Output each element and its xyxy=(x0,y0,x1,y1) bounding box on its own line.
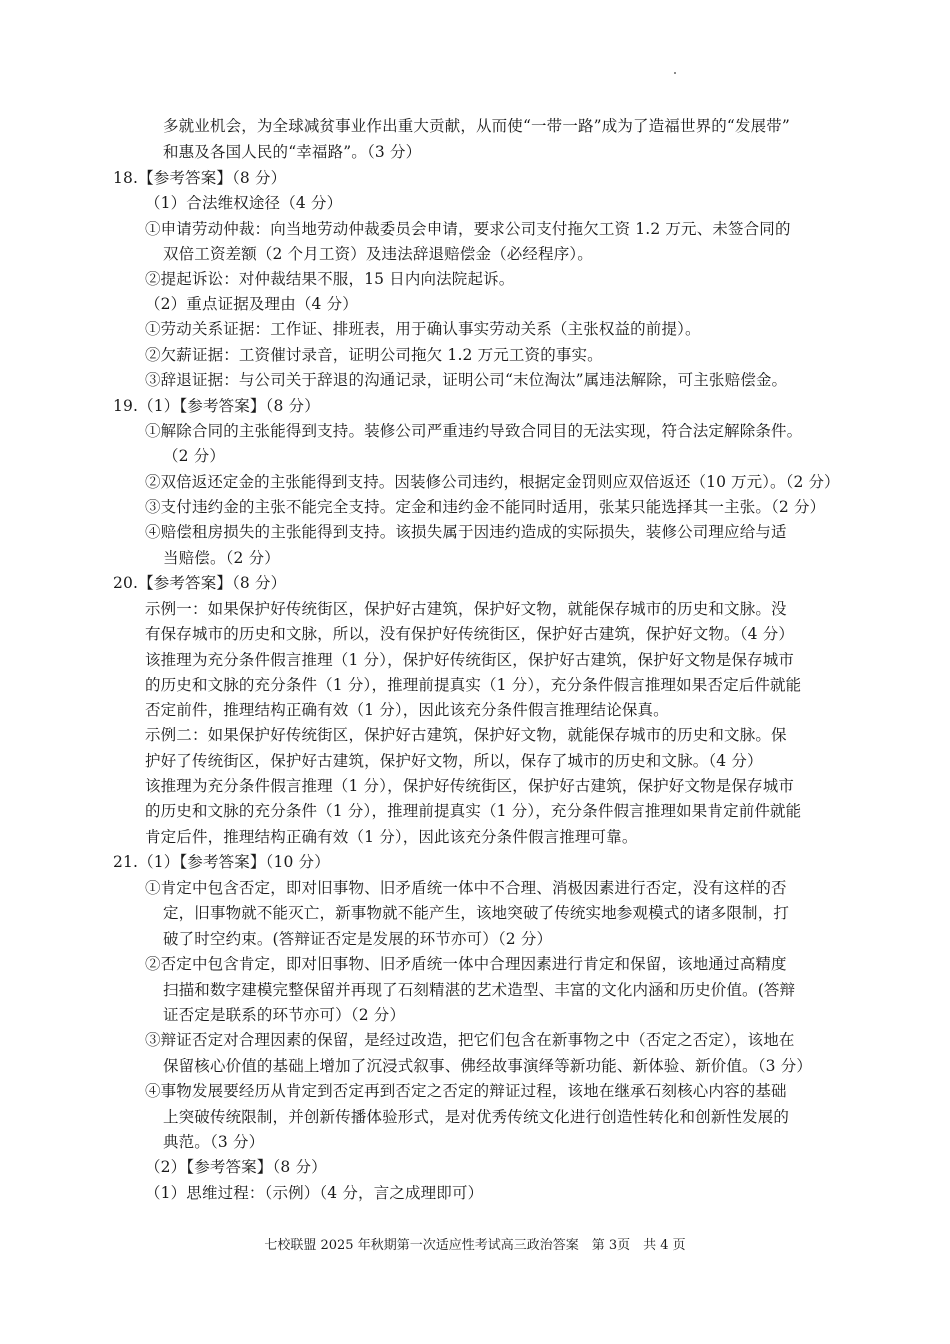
text-line: ②否定中包含肯定，即对旧事物、旧矛盾统一体中合理因素进行肯定和保留，该地通过高精度 xyxy=(145,955,787,973)
scan-dot xyxy=(674,72,676,74)
text-line: 典范。（3 分） xyxy=(163,1133,265,1151)
text-line: ④赔偿租房损失的主张能得到支持。该损失属于因违约造成的实际损失，装修公司理应给与适 xyxy=(145,523,787,541)
question-heading: 20.【参考答案】（8 分） xyxy=(113,574,287,592)
page-footer: 七校联盟 2025 年秋期第一次适应性考试高三政治答案 第 3页 共 4 页 xyxy=(264,1238,686,1253)
text-line: 肯定后件，推理结构正确有效（1 分），因此该充分条件假言推理可靠。 xyxy=(145,828,638,846)
text-line: 该推理为充分条件假言推理（1 分），保护好传统街区，保护好古建筑，保护好文物是保存城市 xyxy=(145,651,794,669)
text-line: ①解除合同的主张能得到支持。装修公司严重违约导致合同目的无法实现，符合法定解除条件。 xyxy=(145,422,803,440)
text-line: 上突破传统限制，并创新传播体验形式，是对优秀传统文化进行创造性转化和创新性发展的 xyxy=(163,1108,790,1126)
question-heading: 19.（1）【参考答案】（8 分） xyxy=(113,397,320,415)
text-line: 和惠及各国人民的“幸福路”。（3 分） xyxy=(163,143,422,161)
text-line: 否定前件，推理结构正确有效（1 分），因此该充分条件假言推理结论保真。 xyxy=(145,701,669,719)
text-line: 当赔偿。（2 分） xyxy=(163,549,280,567)
text-line: 护好了传统街区，保护好古建筑，保护好文物，所以，保存了城市的历史和文脉。（4 分） xyxy=(145,752,763,770)
text-line: 扫描和数字建模完整保留并再现了石刻精湛的艺术造型、丰富的文化内涵和历史价值。(答辩 xyxy=(163,981,796,999)
text-line: ②双倍返还定金的主张能得到支持。因装修公司违约，根据定金罚则应双倍返还（10 万元）。（2 分） xyxy=(145,473,840,491)
question-heading: 21.（1）【参考答案】（10 分） xyxy=(113,853,330,871)
text-line: （1）合法维权途径（4 分） xyxy=(145,194,343,212)
text-line: ③支付违约金的主张不能完全支持。定金和违约金不能同时适用，张某只能选择其一主张。（2 分） xyxy=(145,498,826,516)
text-line: 的历史和文脉的充分条件（1 分），推理前提真实（1 分），充分条件假言推理如果肯定前件就能 xyxy=(145,802,802,820)
text-line: ④事物发展要经历从肯定到否定再到否定之否定的辩证过程，该地在继承石刻核心内容的基础 xyxy=(145,1082,787,1100)
text-line: 示例二：如果保护好传统街区，保护好古建筑，保护好文物，就能保存城市的历史和文脉。保 xyxy=(145,726,787,744)
text-line: （1）思维过程：（示例）（4 分，言之成理即可） xyxy=(145,1184,484,1202)
text-line: 定，旧事物就不能灭亡，新事物就不能产生，该地突破了传统实地参观模式的诸多限制，打 xyxy=(163,904,790,922)
text-line: ③辞退证据：与公司关于辞退的沟通记录，证明公司“末位淘汰”属违法解除，可主张赔偿金。 xyxy=(145,371,788,389)
text-line: 多就业机会，为全球减贫事业作出重大贡献，从而使“一带一路”成为了造福世界的“发展带” xyxy=(163,117,790,135)
text-line: 该推理为充分条件假言推理（1 分），保护好传统街区，保护好古建筑，保护好文物是保存城市 xyxy=(145,777,794,795)
text-line: 保留核心价值的基础上增加了沉浸式叙事、佛经故事演绎等新功能、新体验、新价值。（3 分） xyxy=(163,1057,812,1075)
text-line: 示例一：如果保护好传统街区，保护好古建筑，保护好文物，就能保存城市的历史和文脉。没 xyxy=(145,600,787,618)
text-line: （2）重点证据及理由（4 分） xyxy=(145,295,358,313)
text-line: 破了时空约束。(答辩证否定是发展的环节亦可）（2 分） xyxy=(163,930,553,948)
text-line: ②欠薪证据：工资催讨录音，证明公司拖欠 1.2 万元工资的事实。 xyxy=(145,346,603,364)
text-line: 证否定是联系的环节亦可）（2 分） xyxy=(163,1006,406,1024)
text-line: ③辩证否定对合理因素的保留，是经过改造，把它们包含在新事物之中（否定之否定），该地在 xyxy=(145,1031,795,1049)
text-line: 双倍工资差额（2 个月工资）及违法辞退赔偿金（必经程序）。 xyxy=(163,245,593,263)
text-line: ①申请劳动仲裁：向当地劳动仲裁委员会申请，要求公司支付拖欠工资 1.2 万元、未签合同的 xyxy=(145,220,791,238)
text-line: 的历史和文脉的充分条件（1 分），推理前提真实（1 分），充分条件假言推理如果否定后件就能 xyxy=(145,676,802,694)
text-line: ①肯定中包含否定，即对旧事物、旧矛盾统一体中不合理、消极因素进行否定，没有这样的否 xyxy=(145,879,787,897)
text-line: （2 分） xyxy=(163,447,226,465)
text-line: ②提起诉讼：对仲裁结果不服，15 日内向法院起诉。 xyxy=(145,270,515,288)
question-heading: 18.【参考答案】（8 分） xyxy=(113,169,287,187)
text-line: （2）【参考答案】（8 分） xyxy=(145,1158,327,1176)
text-line: ①劳动关系证据：工作证、排班表，用于确认事实劳动关系（主张权益的前提）。 xyxy=(145,320,701,338)
text-line: 有保存城市的历史和文脉，所以，没有保护好传统街区，保护好古建筑，保护好文物。（4 分） xyxy=(145,625,794,643)
